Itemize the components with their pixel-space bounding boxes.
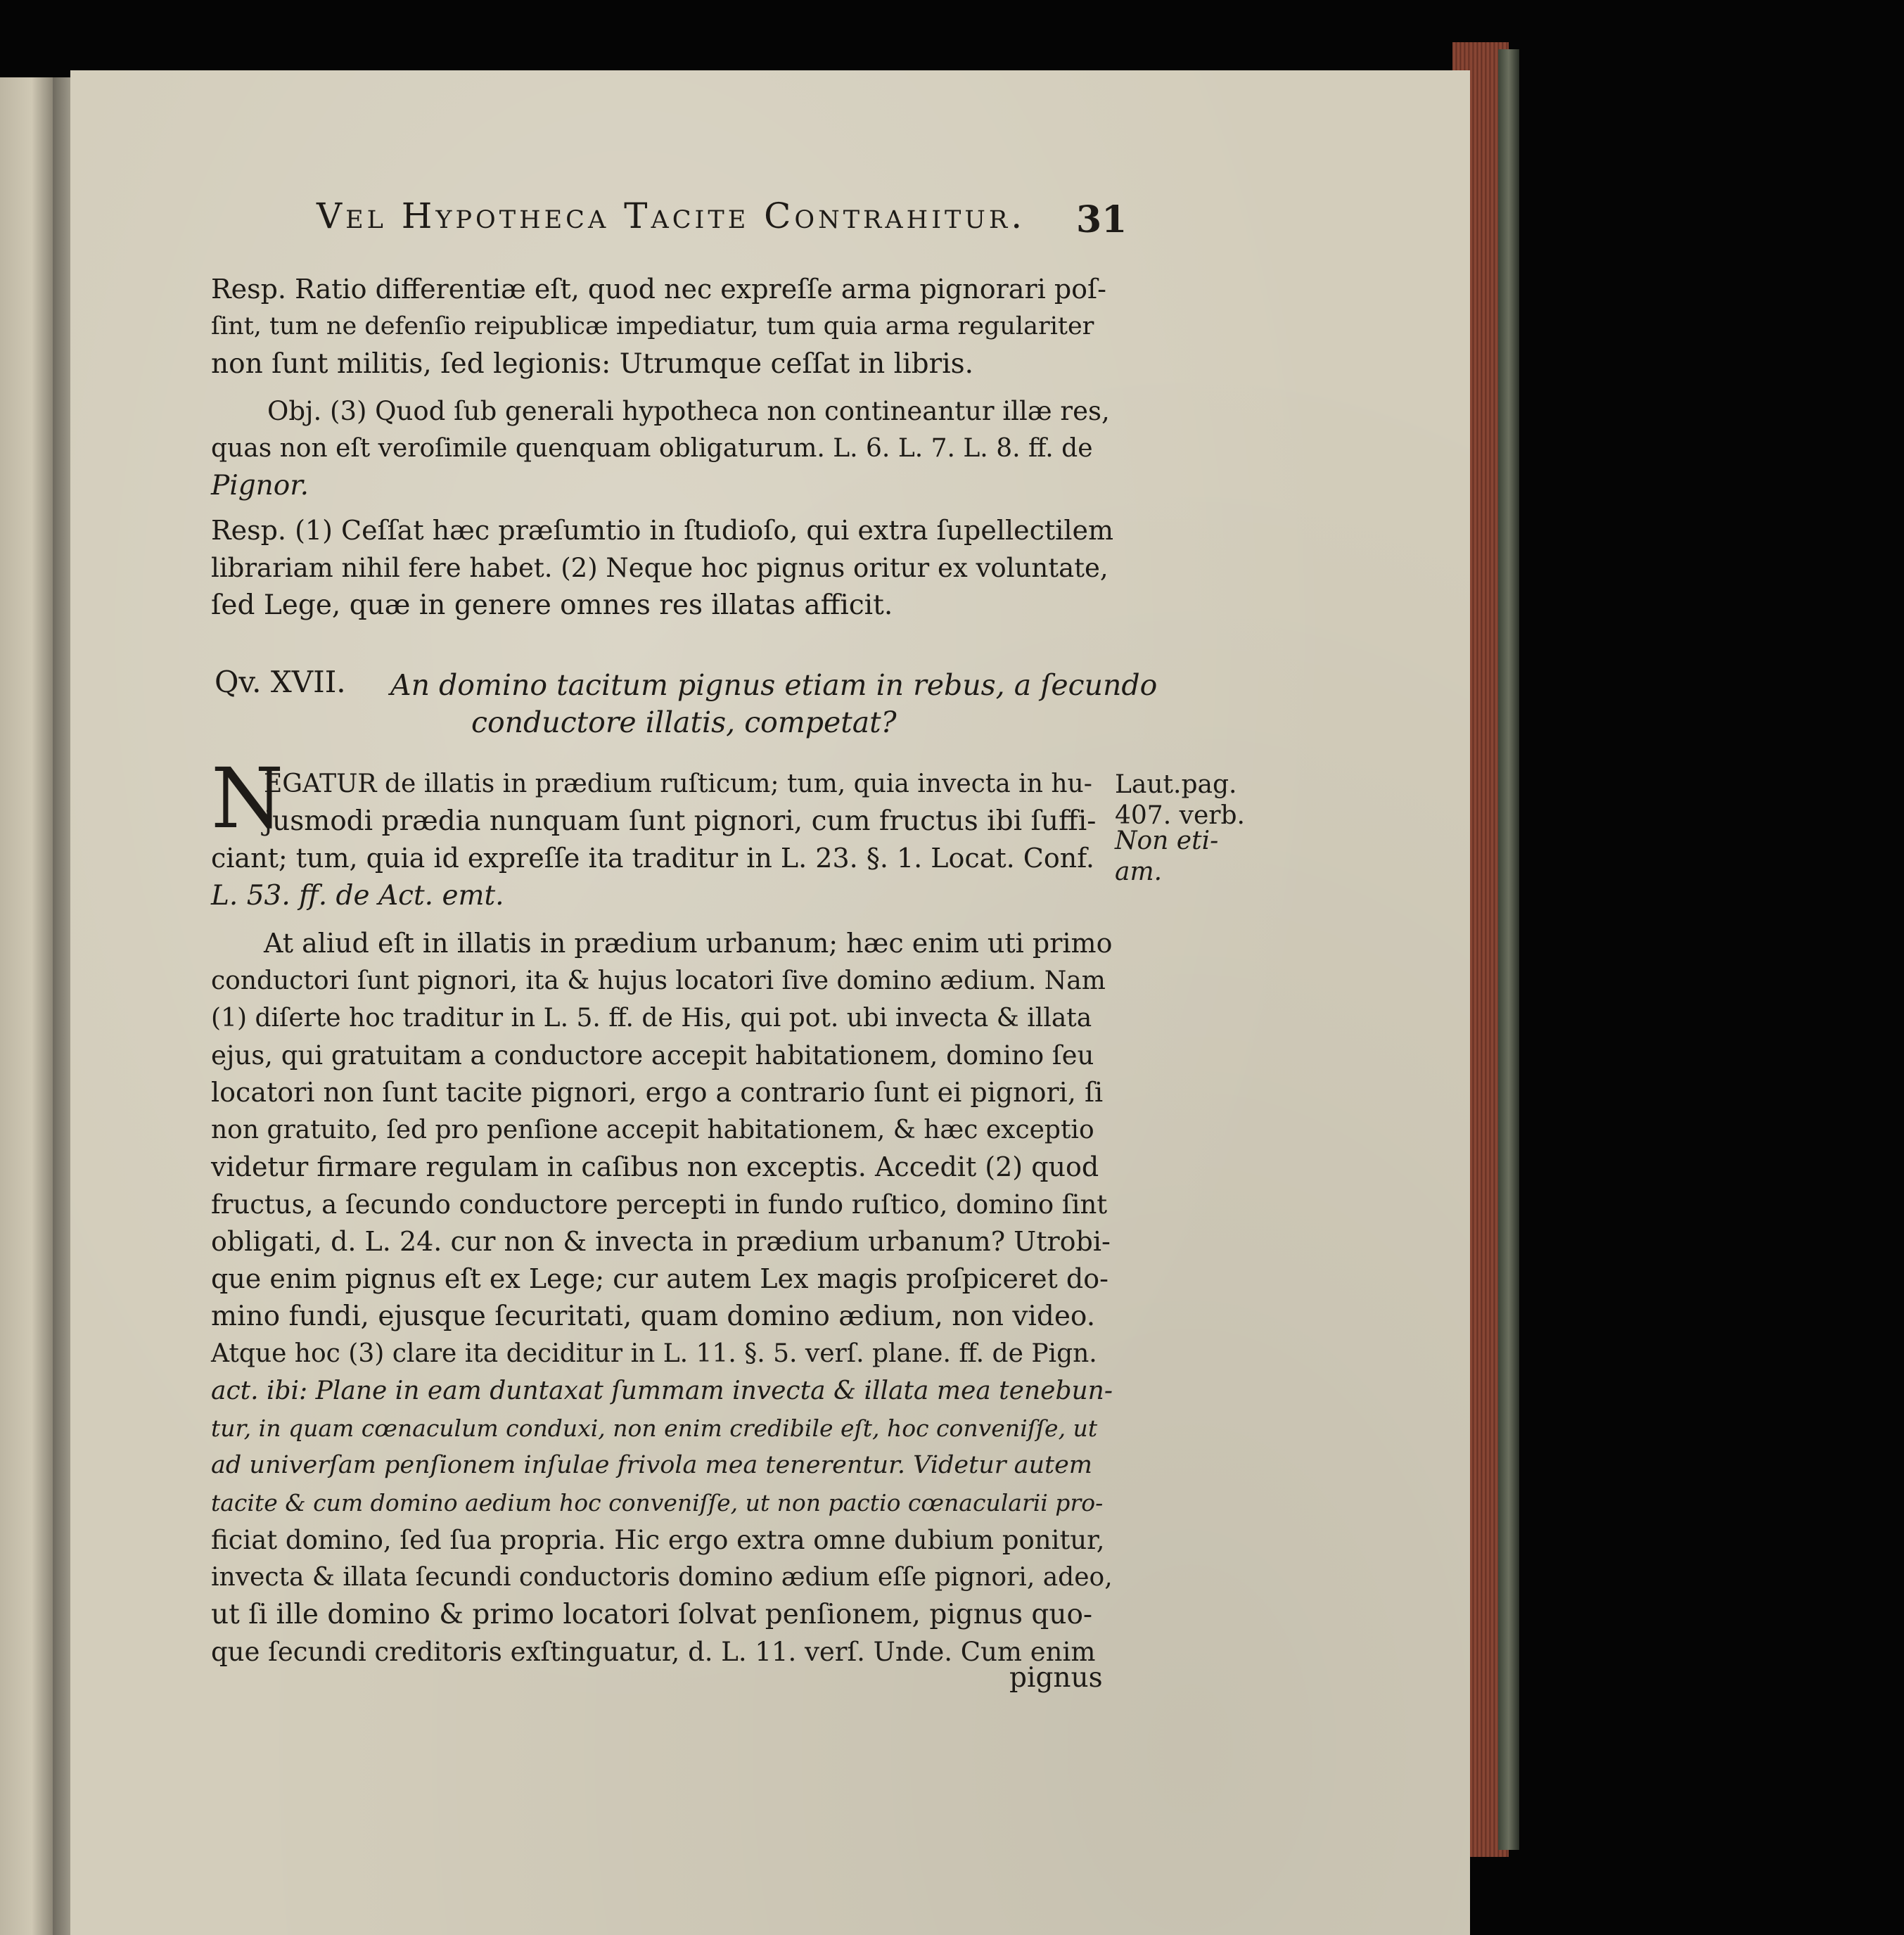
- text-line: Resp. (1) Ceſſat hæc præſumtio in ſtudioſo, qui extra ſupellectilem: [211, 515, 1114, 546]
- text-line: invecta & illata ſecundi conductoris domino ædium eſſe pignori, adeo,: [211, 1563, 1113, 1592]
- text-line: librariam nihil fere habet. (2) Neque hoc pignus oritur ex voluntate,: [211, 553, 1108, 583]
- cover-board: [1498, 49, 1519, 1850]
- text-line: act. ibi: Plane in eam duntaxat ſummam invecta & illata mea tenebun-: [211, 1377, 1113, 1405]
- text-line: ſed Lege, quæ in genere omnes res illatas afficit.: [211, 589, 893, 621]
- text-line: ut ſi ille domino & primo locatori ſolvat penſionem, pignus quo-: [211, 1599, 1093, 1630]
- text-line: Pignor.: [211, 470, 309, 502]
- text-line: non gratuito, ſed pro penſione accepit habitationem, & hæc exceptio: [211, 1116, 1094, 1144]
- text-line: Obj. (3) Quod ſub generali hypotheca non contineantur illæ res,: [267, 396, 1110, 426]
- question-title-line2: conductore illatis, competat?: [471, 705, 897, 739]
- previous-page-edge: [0, 77, 53, 1935]
- margin-note-line: 407. verb.: [1115, 801, 1245, 830]
- text-line: ejus, qui gratuitam a conductore accepit habitationem, domino ſeu: [211, 1040, 1094, 1071]
- question-title-line1: An domino tacitum pignus etiam in rebus, a ſecundo: [390, 668, 1158, 702]
- text-line: ficiat domino, ſed ſua propria. Hic ergo extra omne dubium ponitur,: [211, 1525, 1105, 1555]
- margin-note-line: am.: [1115, 857, 1163, 886]
- text-line: At aliud eſt in illatis in prædium urbanum; hæc enim uti primo: [264, 928, 1113, 959]
- drop-cap: N: [211, 750, 284, 847]
- text-line: tacite & cum domino aedium hoc conveniſſe, ut non pactio cœnacularii pro-: [211, 1489, 1104, 1516]
- text-line: jusmodi prædia nunquam ſunt pignori, cum fructus ibi ſuffi-: [264, 805, 1097, 837]
- running-head: Vel Hypotheca Tacite Contrahitur.: [317, 196, 1026, 236]
- text-line: ad univerſam penſionem inſulae frivola mea tenerentur. Videtur autem: [211, 1451, 1092, 1479]
- text-line: Atque hoc (3) clare ita deciditur in L. 11. §. 5. verſ. plane. ff. de Pign.: [211, 1339, 1097, 1368]
- text-line: mino fundi, ejusque ſecuritati, quam domino ædium, non video.: [211, 1301, 1096, 1332]
- text-line: EGATUR de illatis in prædium ruſticum; tum, quia invecta in hu-: [264, 769, 1092, 798]
- text-line: Resp. Ratio differentiæ eſt, quod nec expreſſe arma pignorari poſ-: [211, 274, 1106, 305]
- catchword: pignus: [1009, 1662, 1103, 1694]
- page-number: 31: [1076, 198, 1127, 241]
- text-line: que ſecundi creditoris exſtinguatur, d. L. 11. verſ. Unde. Cum enim: [211, 1637, 1096, 1667]
- text-line: quas non eſt veroſimile quenquam obligaturum. L. 6. L. 7. L. 8. ff. de: [211, 434, 1093, 463]
- text-line: fructus, a ſecundo conductore percepti in fundo ruſtico, domino ſint: [211, 1189, 1108, 1220]
- text-line: non ſunt militis, ſed legionis: Utrumque ceſſat in libris.: [211, 348, 974, 380]
- text-line: conductori ſunt pignori, ita & hujus locatori ſive domino ædium. Nam: [211, 966, 1106, 995]
- text-line: ciant; tum, quia id expreſſe ita traditur in L. 23. §. 1. Locat. Conf.: [211, 843, 1095, 874]
- text-line: ſint, tum ne defenſio reipublicæ impediatur, tum quia arma regulariter: [211, 312, 1094, 340]
- margin-note-line: Non eti-: [1115, 826, 1219, 855]
- text-line: obligati, d. L. 24. cur non & invecta in prædium urbanum? Utrobi-: [211, 1226, 1111, 1257]
- margin-note-line: Laut.pag.: [1115, 770, 1237, 799]
- text-line: que enim pignus eſt ex Lege; cur autem Lex magis proſpiceret do-: [211, 1263, 1108, 1294]
- text-line: videtur firmare regulam in caſibus non exceptis. Accedit (2) quod: [211, 1151, 1099, 1182]
- question-label: Qv. XVII.: [215, 665, 346, 699]
- text-line: tur, in quam cœnaculum conduxi, non enim credibile eſt, hoc conveniſſe, ut: [211, 1414, 1098, 1442]
- text-line: locatori non ſunt tacite pignori, ergo a contrario ſunt ei pignori, ſi: [211, 1077, 1104, 1108]
- text-line: (1) diſerte hoc traditur in L. 5. ff. de His, qui pot. ubi invecta & illata: [211, 1004, 1092, 1033]
- text-line: L. 53. ff. de Act. emt.: [211, 880, 504, 912]
